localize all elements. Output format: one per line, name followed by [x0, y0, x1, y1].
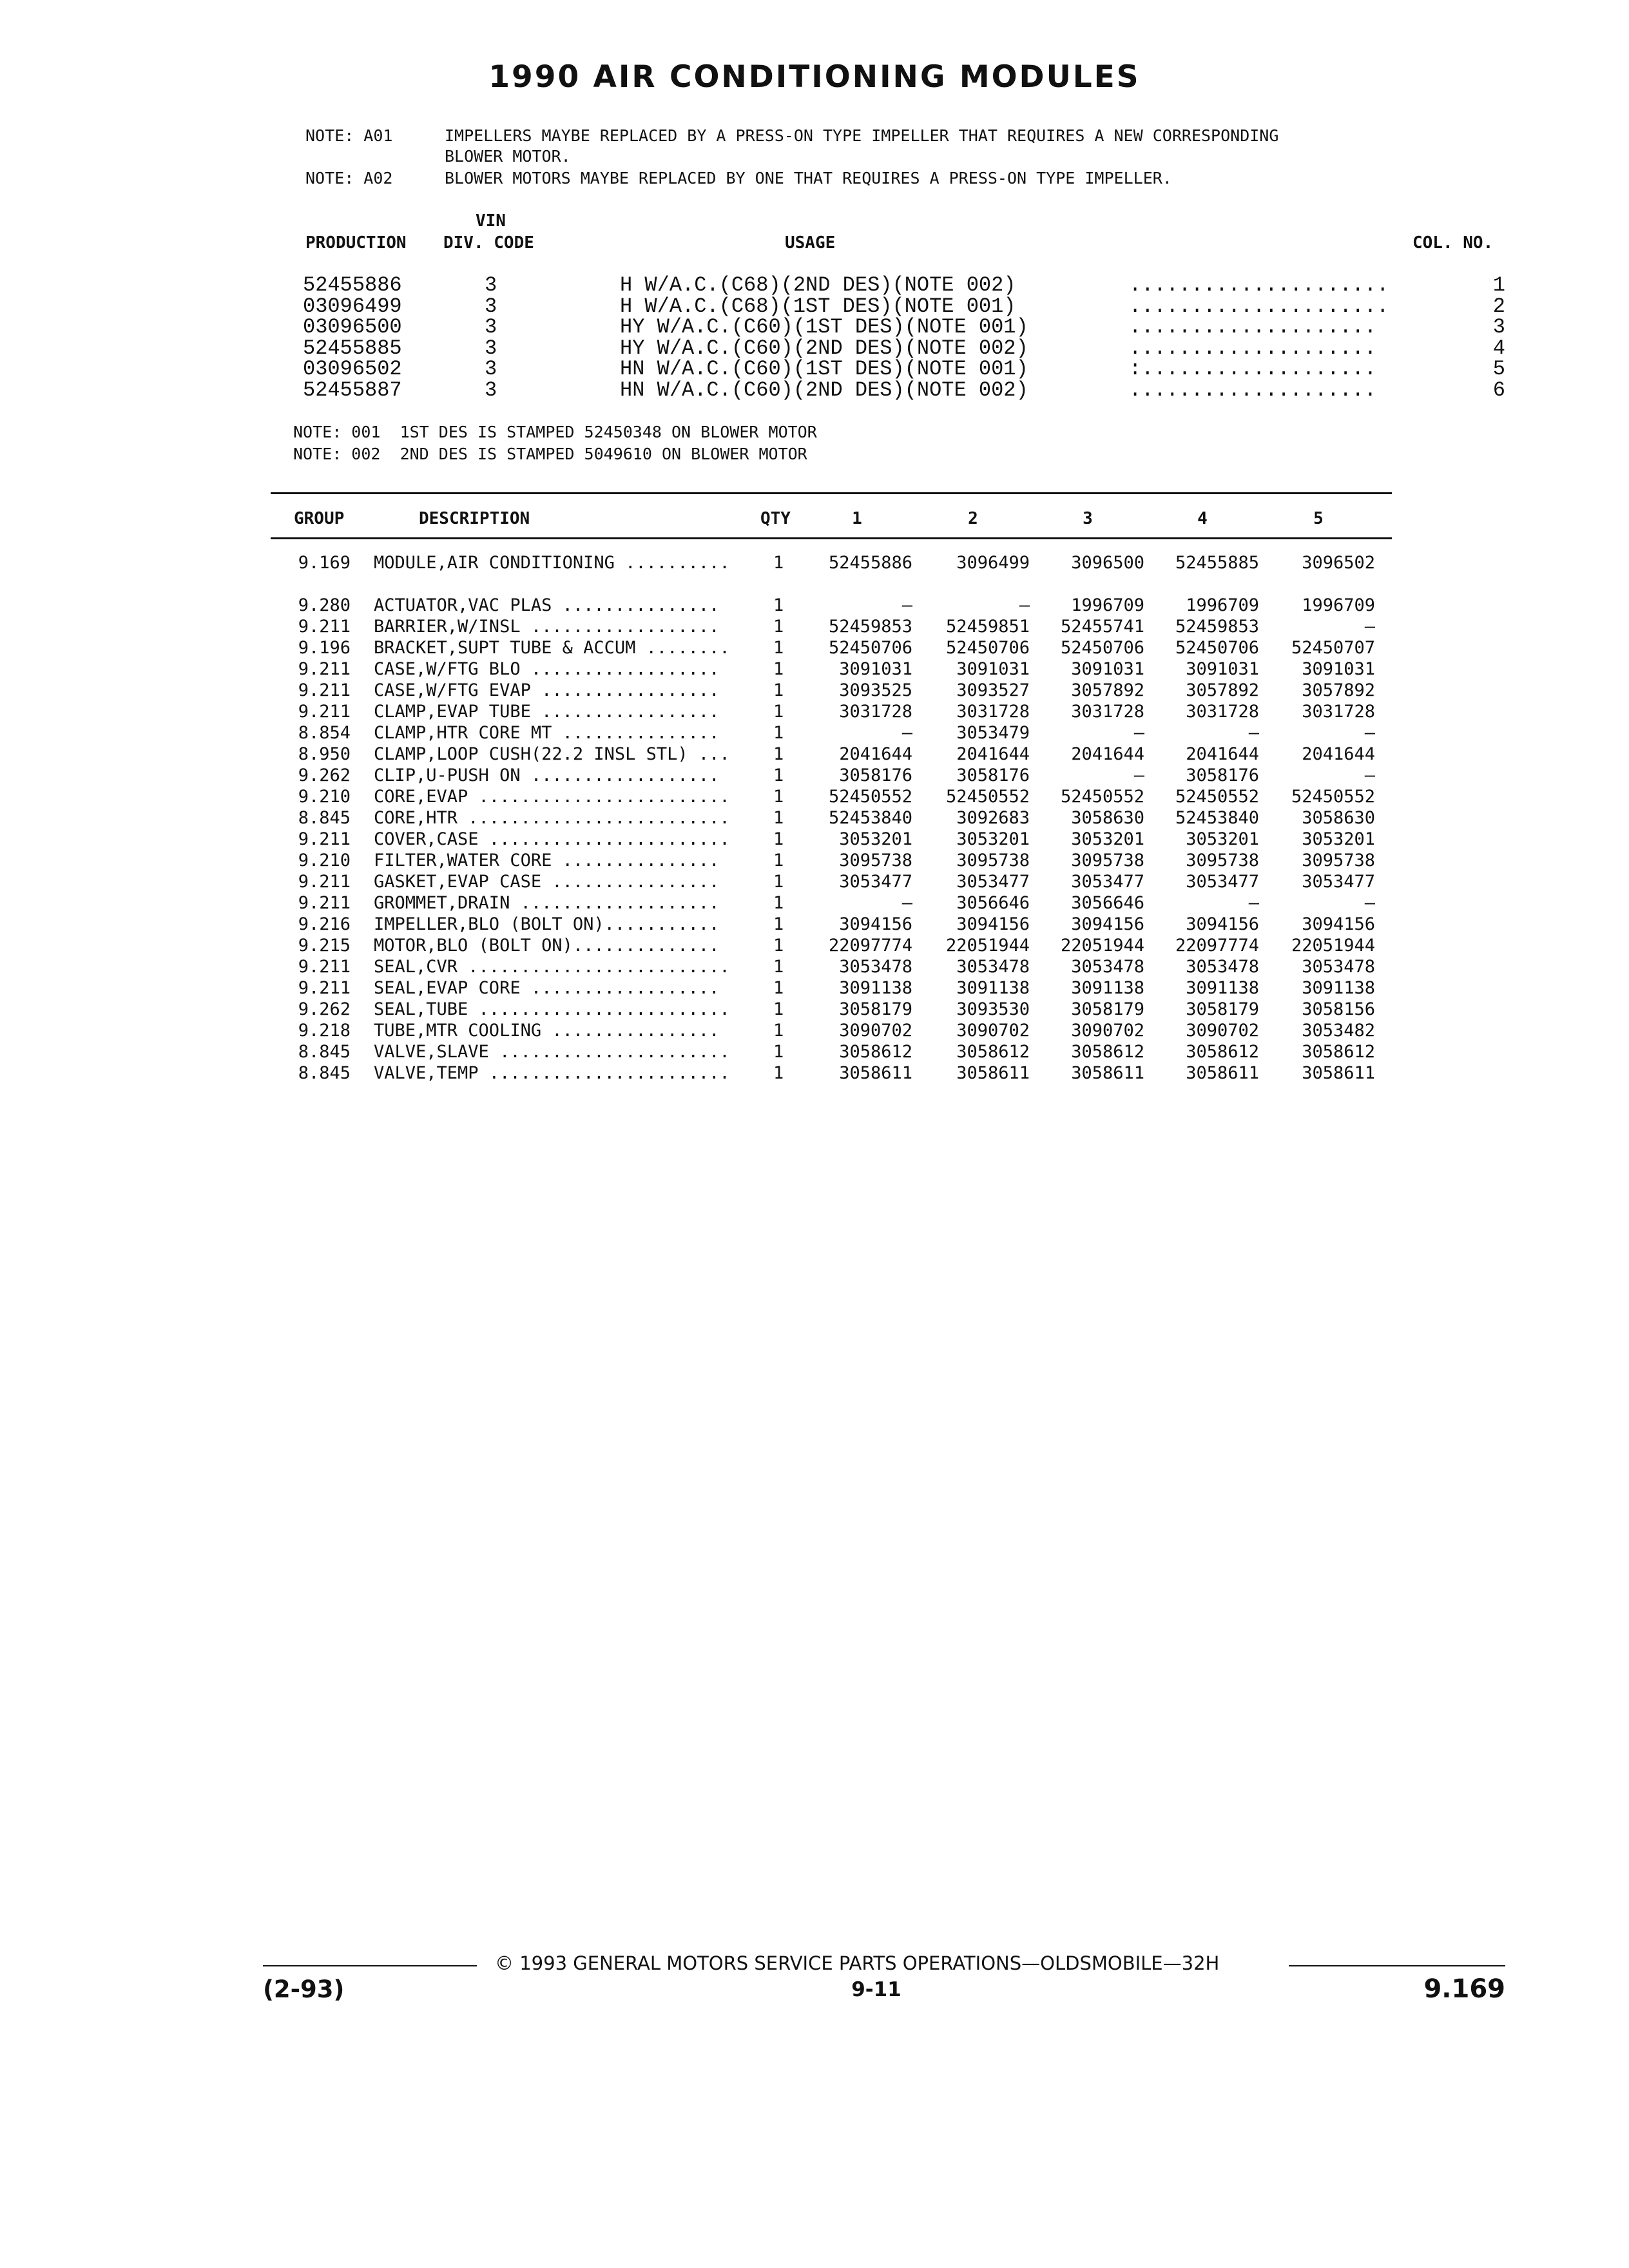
part-qty: 1 — [773, 595, 784, 615]
part-number-col-2: 3093530 — [956, 999, 1030, 1019]
part-qty: 1 — [773, 765, 784, 785]
part-qty: 1 — [773, 702, 784, 722]
part-number-col-1: 3053201 — [839, 829, 912, 849]
part-number-col-1: 52450706 — [828, 638, 912, 658]
part-description: MODULE,AIR CONDITIONING .......... — [374, 553, 730, 573]
leader-dots: ..................... — [1129, 294, 1389, 318]
part-number-col-5: 3053477 — [1302, 872, 1375, 892]
part-number-col-5: 22051944 — [1291, 936, 1375, 956]
usage-text: HY W/A.C.(C60)(2ND DES)(NOTE 002) — [620, 336, 1028, 360]
part-number-col-1: 3091138 — [839, 978, 912, 998]
part-number-col-2: 3053478 — [956, 957, 1030, 977]
div-code: 3 — [485, 357, 497, 381]
col-number: 2 — [1492, 294, 1505, 318]
footer-rule-right — [1289, 1965, 1505, 1966]
part-number-col-3: 52455741 — [1060, 617, 1144, 637]
group-number: 9.211 — [298, 702, 351, 722]
part-number-col-4: 3031728 — [1186, 702, 1259, 722]
part-number-col-4: 3090702 — [1186, 1021, 1259, 1041]
group-number: 9.211 — [298, 680, 351, 700]
part-number-col-1: 52459853 — [828, 617, 912, 637]
part-number-col-2: 3058612 — [956, 1042, 1030, 1062]
part-number-col-5: 3053482 — [1302, 1021, 1375, 1041]
table-top-rule — [271, 492, 1392, 494]
production-number: 52455885 — [303, 336, 402, 360]
col-4-header: 4 — [1197, 509, 1208, 528]
part-qty: 1 — [773, 999, 784, 1019]
part-number-col-1: 2041644 — [839, 744, 912, 764]
part-qty: 1 — [773, 553, 784, 573]
des-note-001: NOTE: 001 1ST DES IS STAMPED 52450348 ON BLOWER MOTOR — [293, 423, 817, 441]
note-a01-continuation: BLOWER MOTOR. — [445, 147, 571, 166]
part-qty: 1 — [773, 893, 784, 913]
part-number-col-1: 3053477 — [839, 872, 912, 892]
part-number-col-3: 3057892 — [1071, 680, 1144, 700]
part-qty: 1 — [773, 787, 784, 807]
div-code: 3 — [485, 273, 497, 297]
part-number-col-5: — — [1364, 765, 1375, 785]
part-number-col-2: 3053479 — [956, 723, 1030, 743]
usage-header: USAGE — [785, 233, 836, 253]
col-1-header: 1 — [852, 509, 862, 528]
leader-dots: .................... — [1129, 315, 1377, 340]
part-number-col-4: 3057892 — [1186, 680, 1259, 700]
part-qty: 1 — [773, 680, 784, 700]
part-number-col-4: 3094156 — [1186, 914, 1259, 934]
group-number: 9.216 — [298, 914, 351, 934]
usage-text: HN W/A.C.(C60)(1ST DES)(NOTE 001) — [620, 357, 1028, 381]
footer-page-number: 9-11 — [851, 1978, 901, 2001]
part-number-col-3: 3096500 — [1071, 553, 1144, 573]
col-number: 4 — [1492, 336, 1505, 360]
part-number-col-5: — — [1364, 893, 1375, 913]
part-number-col-1: 3095738 — [839, 850, 912, 870]
part-number-col-1: 3058179 — [839, 999, 912, 1019]
part-description: VALVE,SLAVE ...................... — [374, 1042, 730, 1062]
part-qty: 1 — [773, 914, 784, 934]
part-description: BARRIER,W/INSL .................. — [374, 617, 720, 637]
part-qty: 1 — [773, 1021, 784, 1041]
group-number: 8.845 — [298, 1063, 351, 1083]
div-code: 3 — [485, 294, 497, 318]
part-number-col-4: — — [1248, 893, 1259, 913]
group-number: 9.211 — [298, 829, 351, 849]
part-number-col-1: 3053478 — [839, 957, 912, 977]
group-number: 9.211 — [298, 872, 351, 892]
part-number-col-5: 52450707 — [1291, 638, 1375, 658]
part-description: CLAMP,HTR CORE MT ............... — [374, 723, 720, 743]
part-number-col-4: 3053478 — [1186, 957, 1259, 977]
part-number-col-3: 22051944 — [1060, 936, 1144, 956]
part-number-col-1: 52455886 — [828, 553, 912, 573]
part-description: SEAL,CVR ......................... — [374, 957, 730, 977]
div-code: 3 — [485, 378, 497, 402]
part-description: GASKET,EVAP CASE ................ — [374, 872, 720, 892]
part-qty: 1 — [773, 936, 784, 956]
part-description: CLAMP,EVAP TUBE ................. — [374, 702, 720, 722]
part-number-col-5: 3091031 — [1302, 659, 1375, 679]
part-number-col-1: 22097774 — [828, 936, 912, 956]
part-description: CLIP,U-PUSH ON .................. — [374, 765, 720, 785]
leader-dots: ..................... — [1129, 273, 1389, 297]
part-description: IMPELLER,BLO (BOLT ON)........... — [374, 914, 720, 934]
col-number: 3 — [1492, 315, 1505, 340]
group-header: GROUP — [294, 509, 345, 528]
part-number-col-2: 3031728 — [956, 702, 1030, 722]
part-number-col-1: 52450552 — [828, 787, 912, 807]
part-number-col-4: 3053201 — [1186, 829, 1259, 849]
part-number-col-2: 3096499 — [956, 553, 1030, 573]
part-number-col-4: 22097774 — [1175, 936, 1259, 956]
footer-rule-left — [263, 1965, 477, 1966]
part-number-col-3: 3095738 — [1071, 850, 1144, 870]
col-5-header: 5 — [1313, 509, 1324, 528]
part-number-col-4: 3091138 — [1186, 978, 1259, 998]
group-number: 9.210 — [298, 787, 351, 807]
part-number-col-4: 3058176 — [1186, 765, 1259, 785]
production-number: 03096502 — [303, 357, 402, 381]
part-number-col-3: 52450706 — [1060, 638, 1144, 658]
note-a02-text: BLOWER MOTORS MAYBE REPLACED BY ONE THAT REQUIRES A PRESS-ON TYPE IMPELLER. — [445, 169, 1172, 187]
div-code: 3 — [485, 315, 497, 340]
part-number-col-1: — — [901, 893, 912, 913]
production-header: PRODUCTION — [305, 233, 407, 253]
part-description: TUBE,MTR COOLING ................ — [374, 1021, 720, 1041]
footer-copyright: © 1993 GENERAL MOTORS SERVICE PARTS OPERATIONS—OLDSMOBILE—32H — [495, 1952, 1220, 1974]
col-number: 1 — [1492, 273, 1505, 297]
col-number: 6 — [1492, 378, 1505, 402]
group-number: 9.211 — [298, 659, 351, 679]
part-qty: 1 — [773, 1063, 784, 1083]
usage-text: H W/A.C.(C68)(2ND DES)(NOTE 002) — [620, 273, 1016, 297]
group-number: 9.280 — [298, 595, 351, 615]
leader-dots: .................... — [1129, 336, 1377, 360]
part-number-col-2: 3058176 — [956, 765, 1030, 785]
part-number-col-2: 22051944 — [945, 936, 1030, 956]
part-number-col-5: 3095738 — [1302, 850, 1375, 870]
group-number: 9.169 — [298, 553, 351, 573]
part-number-col-2: 3058611 — [956, 1063, 1030, 1083]
part-qty: 1 — [773, 872, 784, 892]
part-number-col-3: 3031728 — [1071, 702, 1144, 722]
group-number: 9.211 — [298, 617, 351, 637]
group-number: 9.211 — [298, 893, 351, 913]
group-number: 8.950 — [298, 744, 351, 764]
part-description: CASE,W/FTG EVAP ................. — [374, 680, 720, 700]
part-number-col-3: 3053477 — [1071, 872, 1144, 892]
part-number-col-3: 3091031 — [1071, 659, 1144, 679]
col-no-header: COL. NO. — [1412, 233, 1494, 253]
part-number-col-2: 52450706 — [945, 638, 1030, 658]
part-number-col-3: — — [1133, 723, 1144, 743]
part-description: GROMMET,DRAIN ................... — [374, 893, 720, 913]
part-number-col-4: 3058612 — [1186, 1042, 1259, 1062]
usage-text: HN W/A.C.(C60)(2ND DES)(NOTE 002) — [620, 378, 1028, 402]
part-number-col-4: 52450552 — [1175, 787, 1259, 807]
part-description: COVER,CASE ....................... — [374, 829, 730, 849]
part-number-col-2: 3091138 — [956, 978, 1030, 998]
part-number-col-3: 1996709 — [1071, 595, 1144, 615]
part-number-col-5: 3058611 — [1302, 1063, 1375, 1083]
part-qty: 1 — [773, 638, 784, 658]
des-note-002: NOTE: 002 2ND DES IS STAMPED 5049610 ON BLOWER MOTOR — [293, 445, 807, 463]
part-description: MOTOR,BLO (BOLT ON).............. — [374, 936, 720, 956]
part-number-col-2: 3093527 — [956, 680, 1030, 700]
part-number-col-3: 3056646 — [1071, 893, 1144, 913]
part-number-col-5: 3031728 — [1302, 702, 1375, 722]
part-qty: 1 — [773, 744, 784, 764]
part-qty: 1 — [773, 617, 784, 637]
part-number-col-5: 3091138 — [1302, 978, 1375, 998]
part-number-col-1: 3091031 — [839, 659, 912, 679]
group-number: 9.215 — [298, 936, 351, 956]
part-number-col-4: 52455885 — [1175, 553, 1259, 573]
part-number-col-5: 1996709 — [1302, 595, 1375, 615]
part-number-col-3: 3094156 — [1071, 914, 1144, 934]
group-number: 9.196 — [298, 638, 351, 658]
part-number-col-2: — — [1019, 595, 1030, 615]
part-qty: 1 — [773, 723, 784, 743]
part-number-col-5: 3096502 — [1302, 553, 1375, 573]
part-qty: 1 — [773, 808, 784, 828]
part-number-col-3: 3090702 — [1071, 1021, 1144, 1041]
part-number-col-2: 3053201 — [956, 829, 1030, 849]
part-number-col-3: 3058612 — [1071, 1042, 1144, 1062]
part-number-col-4: 3095738 — [1186, 850, 1259, 870]
part-number-col-5: 3057892 — [1302, 680, 1375, 700]
part-number-col-4: 3053477 — [1186, 872, 1259, 892]
part-qty: 1 — [773, 978, 784, 998]
part-number-col-4: 52459853 — [1175, 617, 1259, 637]
part-number-col-1: 3058176 — [839, 765, 912, 785]
part-qty: 1 — [773, 957, 784, 977]
part-number-col-2: 3092683 — [956, 808, 1030, 828]
part-number-col-4: 2041644 — [1186, 744, 1259, 764]
part-number-col-1: 3031728 — [839, 702, 912, 722]
part-number-col-1: — — [901, 595, 912, 615]
note-a01-text: IMPELLERS MAYBE REPLACED BY A PRESS-ON TYPE IMPELLER THAT REQUIRES A NEW CORRESPONDING — [445, 126, 1279, 145]
part-number-col-1: 3058612 — [839, 1042, 912, 1062]
part-number-col-4: 52450706 — [1175, 638, 1259, 658]
part-number-col-3: 3053201 — [1071, 829, 1144, 849]
part-number-col-2: 3053477 — [956, 872, 1030, 892]
group-number: 9.210 — [298, 850, 351, 870]
part-number-col-2: 52450552 — [945, 787, 1030, 807]
footer-group-number: 9.169 — [1423, 1974, 1505, 2004]
div-code: 3 — [485, 336, 497, 360]
production-number: 52455886 — [303, 273, 402, 297]
part-description: SEAL,EVAP CORE .................. — [374, 978, 720, 998]
part-number-col-4: 1996709 — [1186, 595, 1259, 615]
part-number-col-2: 3095738 — [956, 850, 1030, 870]
part-number-col-1: 3058611 — [839, 1063, 912, 1083]
note-a02-label: NOTE: A02 — [305, 169, 393, 187]
part-number-col-5: 3053478 — [1302, 957, 1375, 977]
production-number: 52455887 — [303, 378, 402, 402]
part-number-col-5: 52450552 — [1291, 787, 1375, 807]
part-number-col-2: 3056646 — [956, 893, 1030, 913]
part-number-col-4: 3058611 — [1186, 1063, 1259, 1083]
part-description: FILTER,WATER CORE ............... — [374, 850, 720, 870]
part-description: VALVE,TEMP ....................... — [374, 1063, 730, 1083]
part-number-col-3: 3058630 — [1071, 808, 1144, 828]
group-number: 9.211 — [298, 957, 351, 977]
group-number: 9.211 — [298, 978, 351, 998]
part-qty: 1 — [773, 850, 784, 870]
group-number: 8.845 — [298, 1042, 351, 1062]
part-number-col-3: 3058611 — [1071, 1063, 1144, 1083]
part-description: ACTUATOR,VAC PLAS ............... — [374, 595, 720, 615]
qty-header: QTY — [760, 509, 791, 528]
part-number-col-1: 52453840 — [828, 808, 912, 828]
part-number-col-4: 3058179 — [1186, 999, 1259, 1019]
col-2-header: 2 — [968, 509, 978, 528]
col-number: 5 — [1492, 357, 1505, 381]
production-number: 03096499 — [303, 294, 402, 318]
part-number-col-5: — — [1364, 617, 1375, 637]
group-number: 8.854 — [298, 723, 351, 743]
leader-dots: .................... — [1129, 378, 1377, 402]
part-number-col-5: 3058630 — [1302, 808, 1375, 828]
part-number-col-5: 3053201 — [1302, 829, 1375, 849]
part-description: CASE,W/FTG BLO .................. — [374, 659, 720, 679]
table-header-rule — [271, 537, 1392, 539]
part-number-col-3: 52450552 — [1060, 787, 1144, 807]
part-number-col-2: 2041644 — [956, 744, 1030, 764]
part-qty: 1 — [773, 829, 784, 849]
part-number-col-5: 3058156 — [1302, 999, 1375, 1019]
part-number-col-2: 3090702 — [956, 1021, 1030, 1041]
part-number-col-4: — — [1248, 723, 1259, 743]
part-number-col-1: 3094156 — [839, 914, 912, 934]
part-number-col-5: 3058612 — [1302, 1042, 1375, 1062]
part-number-col-5: 3094156 — [1302, 914, 1375, 934]
usage-text: H W/A.C.(C68)(1ST DES)(NOTE 001) — [620, 294, 1016, 318]
part-number-col-3: 2041644 — [1071, 744, 1144, 764]
group-number: 9.218 — [298, 1021, 351, 1041]
part-number-col-3: — — [1133, 765, 1144, 785]
part-number-col-5: — — [1364, 723, 1375, 743]
part-number-col-3: 3091138 — [1071, 978, 1144, 998]
usage-text: HY W/A.C.(C60)(1ST DES)(NOTE 001) — [620, 315, 1028, 340]
part-description: CORE,EVAP ........................ — [374, 787, 730, 807]
group-number: 9.262 — [298, 765, 351, 785]
part-description: SEAL,TUBE ........................ — [374, 999, 730, 1019]
group-number: 8.845 — [298, 808, 351, 828]
part-number-col-5: 2041644 — [1302, 744, 1375, 764]
group-number: 9.262 — [298, 999, 351, 1019]
part-description: BRACKET,SUPT TUBE & ACCUM ........ — [374, 638, 730, 658]
part-number-col-2: 52459851 — [945, 617, 1030, 637]
part-number-col-3: 3053478 — [1071, 957, 1144, 977]
leader-dots: :................... — [1129, 357, 1377, 381]
part-number-col-4: 3091031 — [1186, 659, 1259, 679]
part-description: CORE,HTR ......................... — [374, 808, 730, 828]
note-a01-label: NOTE: A01 — [305, 126, 393, 145]
part-number-col-1: 3090702 — [839, 1021, 912, 1041]
part-number-col-4: 52453840 — [1175, 808, 1259, 828]
part-number-col-2: 3091031 — [956, 659, 1030, 679]
part-number-col-3: 3058179 — [1071, 999, 1144, 1019]
part-qty: 1 — [773, 1042, 784, 1062]
col-3-header: 3 — [1083, 509, 1093, 528]
production-number: 03096500 — [303, 315, 402, 340]
description-header: DESCRIPTION — [419, 509, 530, 528]
part-number-col-1: — — [901, 723, 912, 743]
vin-header: VIN — [476, 211, 506, 231]
part-qty: 1 — [773, 659, 784, 679]
page-title: 1990 AIR CONDITIONING MODULES — [488, 59, 1141, 95]
part-number-col-2: 3094156 — [956, 914, 1030, 934]
footer-date-code: (2-93) — [263, 1975, 345, 2003]
part-description: CLAMP,LOOP CUSH(22.2 INSL STL) ... — [374, 744, 730, 764]
div-code-header: DIV. CODE — [443, 233, 534, 253]
part-number-col-1: 3093525 — [839, 680, 912, 700]
